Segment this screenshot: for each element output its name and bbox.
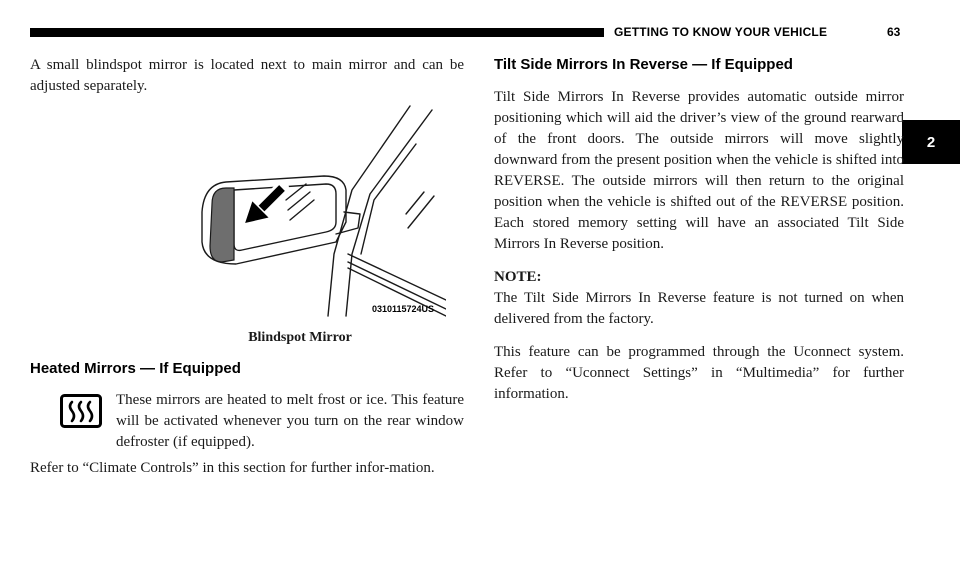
running-head: GETTING TO KNOW YOUR VEHICLE xyxy=(614,25,828,39)
programming-paragraph: This feature can be programmed through the Uconnect system. Refer to “Uconnect Settings” in “Multimedia” for further information. xyxy=(494,344,904,402)
tilt-mirrors-section xyxy=(494,54,904,405)
note-label: NOTE: xyxy=(494,269,542,285)
tilt-mirrors-heading: Tilt Side Mirrors In Reverse — If Equipped xyxy=(494,56,793,73)
note-text: The Tilt Side Mirrors In Reverse feature is not turned on when delivered from the factory. xyxy=(494,290,904,327)
climate-controls-reference: Refer to “Climate Controls” in this section for further infor-mation. xyxy=(30,460,435,476)
page-number: 63 xyxy=(887,25,901,39)
blindspot-mirror-illustration xyxy=(196,104,446,320)
heated-mirrors-text: These mirrors are heated to melt frost or ice. This feature will be activated whenever you turn on the rear window defroster (if equipped). xyxy=(116,392,464,450)
intro-paragraph xyxy=(30,55,464,97)
figure-code: 0310115724US xyxy=(372,304,435,314)
figure-caption: Blindspot Mirror xyxy=(248,330,352,345)
tilt-mirrors-paragraph: Tilt Side Mirrors In Reverse provides automatic outside mirror positioning which will aid the driver’s view of the ground rearward of the front doors. The outside mirrors will move slightly downward from the present position when the vehicle is shifted into REVERSE. The outside mirrors will then return to the original position when the vehicle is shifted out of the REVERSE position. Each stored memory setting will have an associated Tilt Side Mirrors In Reverse position. xyxy=(494,89,904,252)
intro-text: A small blindspot mirror is located next to main mirror and can be adjusted separately. xyxy=(30,57,464,94)
arrow-icon xyxy=(244,188,282,224)
header-rule xyxy=(30,28,604,37)
heated-mirrors-heading: Heated Mirrors — If Equipped xyxy=(30,360,241,377)
rear-defroster-icon xyxy=(60,394,102,428)
chapter-tab[interactable]: 2 xyxy=(902,120,960,164)
